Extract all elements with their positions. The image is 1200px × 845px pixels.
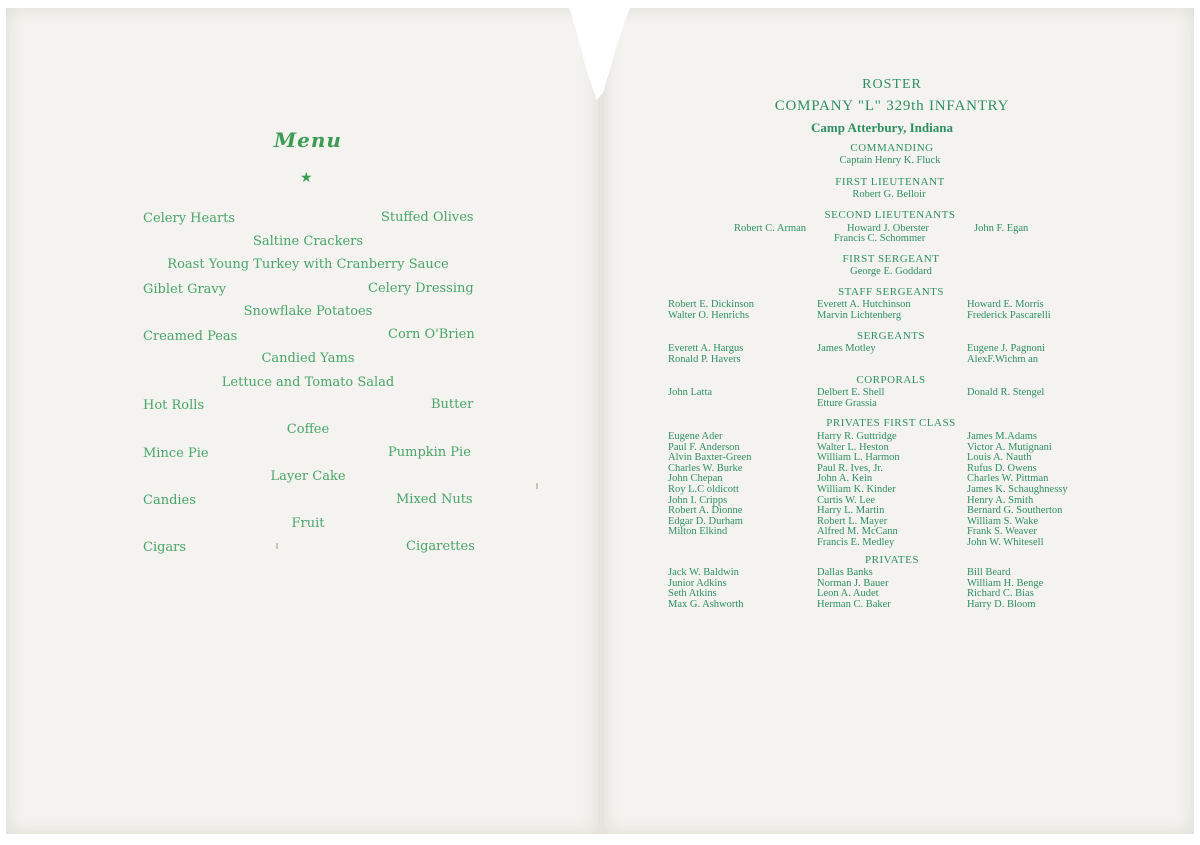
roster-name: Edgar D. Durham xyxy=(668,515,743,527)
roster-name: Howard E. Morris xyxy=(967,299,1044,310)
menu-title: Menu xyxy=(274,128,342,152)
menu-item: Saltine Crackers xyxy=(252,234,364,249)
paper-blemish xyxy=(276,543,278,549)
section-heading: STAFF SERGEANTS xyxy=(838,286,944,298)
roster-name: James Motley xyxy=(817,343,876,354)
roster-name: Bernard G. Southerton xyxy=(967,505,1063,517)
roster-name: Charles W. Pittman xyxy=(967,473,1049,485)
roster-name: Robert G. Belloir xyxy=(852,189,926,200)
staff-sergeants-col-1 xyxy=(668,300,754,321)
roster-name: Charles W. Burke xyxy=(668,462,743,474)
roster-name: Harry L. Martin xyxy=(817,505,885,517)
roster-name: Frank S. Weaver xyxy=(967,526,1037,538)
roster-name: John W. Whitesell xyxy=(967,536,1044,548)
roster-name: Curtis W. Lee xyxy=(817,494,876,506)
sergeants-col-1 xyxy=(668,344,743,365)
corporals-col-1 xyxy=(668,388,712,399)
menu-item: Layer Cake xyxy=(270,469,346,484)
section-heading: FIRST LIEUTENANT xyxy=(835,176,945,188)
roster-name: Henry A. Smith xyxy=(967,494,1034,506)
menu-item: Candies xyxy=(143,493,196,508)
menu-item: Pumpkin Pie xyxy=(388,445,471,460)
roster-name: Louis A. Nauth xyxy=(967,452,1032,464)
roster-name: Alvin Baxter-Green xyxy=(668,452,752,464)
sergeants-col-2 xyxy=(817,344,876,355)
roster-name: Paul F. Anderson xyxy=(668,441,740,453)
roster-name: Norman J. Bauer xyxy=(817,577,889,589)
section-heading: PRIVATES xyxy=(865,554,919,566)
menu-item: Giblet Gravy xyxy=(143,282,227,297)
roster-name: Bill Beard xyxy=(967,567,1011,578)
roster-name: Roy L.C oldicott xyxy=(668,483,739,495)
roster-name: George E. Goddard xyxy=(850,266,932,277)
menu-item: Hot Rolls xyxy=(143,398,205,413)
roster-name: Donald R. Stengel xyxy=(967,387,1045,398)
roster-name: Milton Elkind xyxy=(668,526,728,538)
roster-name: John F. Egan xyxy=(974,223,1029,234)
menu-item: Corn O'Brien xyxy=(388,327,475,342)
section-heading: CORPORALS xyxy=(856,374,926,386)
roster-name: William K. Kinder xyxy=(817,483,896,495)
section-heading: PRIVATES FIRST CLASS xyxy=(826,417,956,429)
roster-name: Robert A. Dionne xyxy=(668,505,743,517)
menu-item: Mixed Nuts xyxy=(396,492,473,507)
menu-item: Fruit xyxy=(291,516,325,531)
menu-item: Cigarettes xyxy=(406,539,475,554)
privates-col-1 xyxy=(668,568,744,610)
pfc-col-1 xyxy=(668,432,751,538)
section-heading: SECOND LIEUTENANTS xyxy=(824,209,956,221)
menu-item: Celery Hearts xyxy=(143,211,236,226)
menu-item: Lettuce and Tomato Salad xyxy=(221,375,395,390)
roster-name: Richard C. Bias xyxy=(967,588,1034,600)
roster-name: Paul R. Ives, Jr. xyxy=(817,462,883,474)
corporals-col-2 xyxy=(817,388,884,409)
roster-name: John Latta xyxy=(668,387,713,398)
privates-col-3 xyxy=(967,568,1043,610)
roster-name: Herman C. Baker xyxy=(817,598,891,610)
menu-item: Butter xyxy=(431,397,474,412)
section-heading: SERGEANTS xyxy=(856,330,926,342)
roster-name: Delbert E. Shell xyxy=(817,387,885,398)
company-heading: COMPANY "L" 329th INFANTRY xyxy=(774,98,1010,114)
camp-heading: Camp Atterbury, Indiana xyxy=(811,120,953,135)
roster-name: Ronald P. Havers xyxy=(668,353,741,365)
roster-name: Eugene J. Pagnoni xyxy=(967,343,1045,354)
roster-name: James K. Schaughnessy xyxy=(967,483,1068,495)
roster-name: John I. Cripps xyxy=(668,494,728,506)
roster-name: Leon A. Audet xyxy=(817,588,879,600)
roster-title: ROSTER xyxy=(862,77,922,92)
roster-name: Junior Adkins xyxy=(668,577,727,589)
menu-item: Stuffed Olives xyxy=(381,210,474,225)
paper-blemish xyxy=(536,483,538,489)
roster-name: Jack W. Baldwin xyxy=(668,567,739,578)
star-icon: ★ xyxy=(300,170,313,186)
roster-name: Harry R. Guttridge xyxy=(817,431,897,442)
roster-name: Walter L. Heston xyxy=(817,441,889,453)
roster-name: James M.Adams xyxy=(967,431,1037,442)
staff-sergeants-col-3 xyxy=(967,300,1051,321)
roster-name: Everett A. Hargus xyxy=(668,343,744,354)
roster-name: Seth Atkins xyxy=(668,588,717,600)
roster-name: Eugene Ader xyxy=(668,431,723,442)
menu-item: Coffee xyxy=(286,422,330,437)
roster-name: William S. Wake xyxy=(967,515,1039,527)
roster-name: Francis E. Medley xyxy=(817,536,895,548)
roster-name: Francis C. Schommer xyxy=(834,233,926,244)
corporals-col-3 xyxy=(967,388,1044,399)
pfc-col-3 xyxy=(967,432,1068,549)
roster-name: Marvin Lichtenberg xyxy=(817,309,902,321)
menu-item: Celery Dressing xyxy=(368,281,474,296)
roster-name: Captain Henry K. Fluck xyxy=(839,155,941,166)
menu-item: Roast Young Turkey with Cranberry Sauce xyxy=(167,257,449,272)
roster-name: Robert C. Arman xyxy=(734,223,807,234)
sergeants-col-3 xyxy=(967,344,1045,365)
menu-item: Creamed Peas xyxy=(143,329,238,344)
roster-name: Howard J. Oberster xyxy=(847,223,929,234)
roster-name: AlexF.Wichm an xyxy=(967,353,1039,365)
roster-name: Robert L. Mayer xyxy=(817,515,888,527)
menu-item: Cigars xyxy=(143,540,187,555)
roster-name: Victor A. Mutignani xyxy=(967,441,1052,453)
roster-name: Frederick Pascarelli xyxy=(967,309,1051,321)
roster-name: Etture Grassia xyxy=(817,397,877,409)
menu-item: Candied Yams xyxy=(261,351,355,366)
roster-name: William H. Benge xyxy=(967,577,1044,589)
roster-name: Dallas Banks xyxy=(817,567,873,578)
roster-name: John Chepan xyxy=(668,473,723,485)
roster-name: Alfred M. McCann xyxy=(817,526,898,538)
roster-name: Everett A. Hutchinson xyxy=(817,299,911,310)
menu-item: Snowflake Potatoes xyxy=(243,304,373,319)
roster-name: Rufus D. Owens xyxy=(967,462,1037,474)
roster-name: John A. Kein xyxy=(817,473,873,485)
pfc-col-2 xyxy=(817,432,900,549)
roster-name: Walter O. Henrichs xyxy=(668,309,750,321)
menu-item: Mince Pie xyxy=(143,446,209,461)
roster-name: Harry D. Bloom xyxy=(967,598,1036,610)
roster-name: Max G. Ashworth xyxy=(668,598,744,610)
privates-col-2 xyxy=(817,568,891,610)
staff-sergeants-col-2 xyxy=(817,300,911,321)
section-heading: FIRST SERGEANT xyxy=(842,253,940,265)
roster-name: Robert E. Dickinson xyxy=(668,299,755,310)
roster-name: William L. Harmon xyxy=(817,452,900,464)
section-heading: COMMANDING xyxy=(850,142,934,154)
